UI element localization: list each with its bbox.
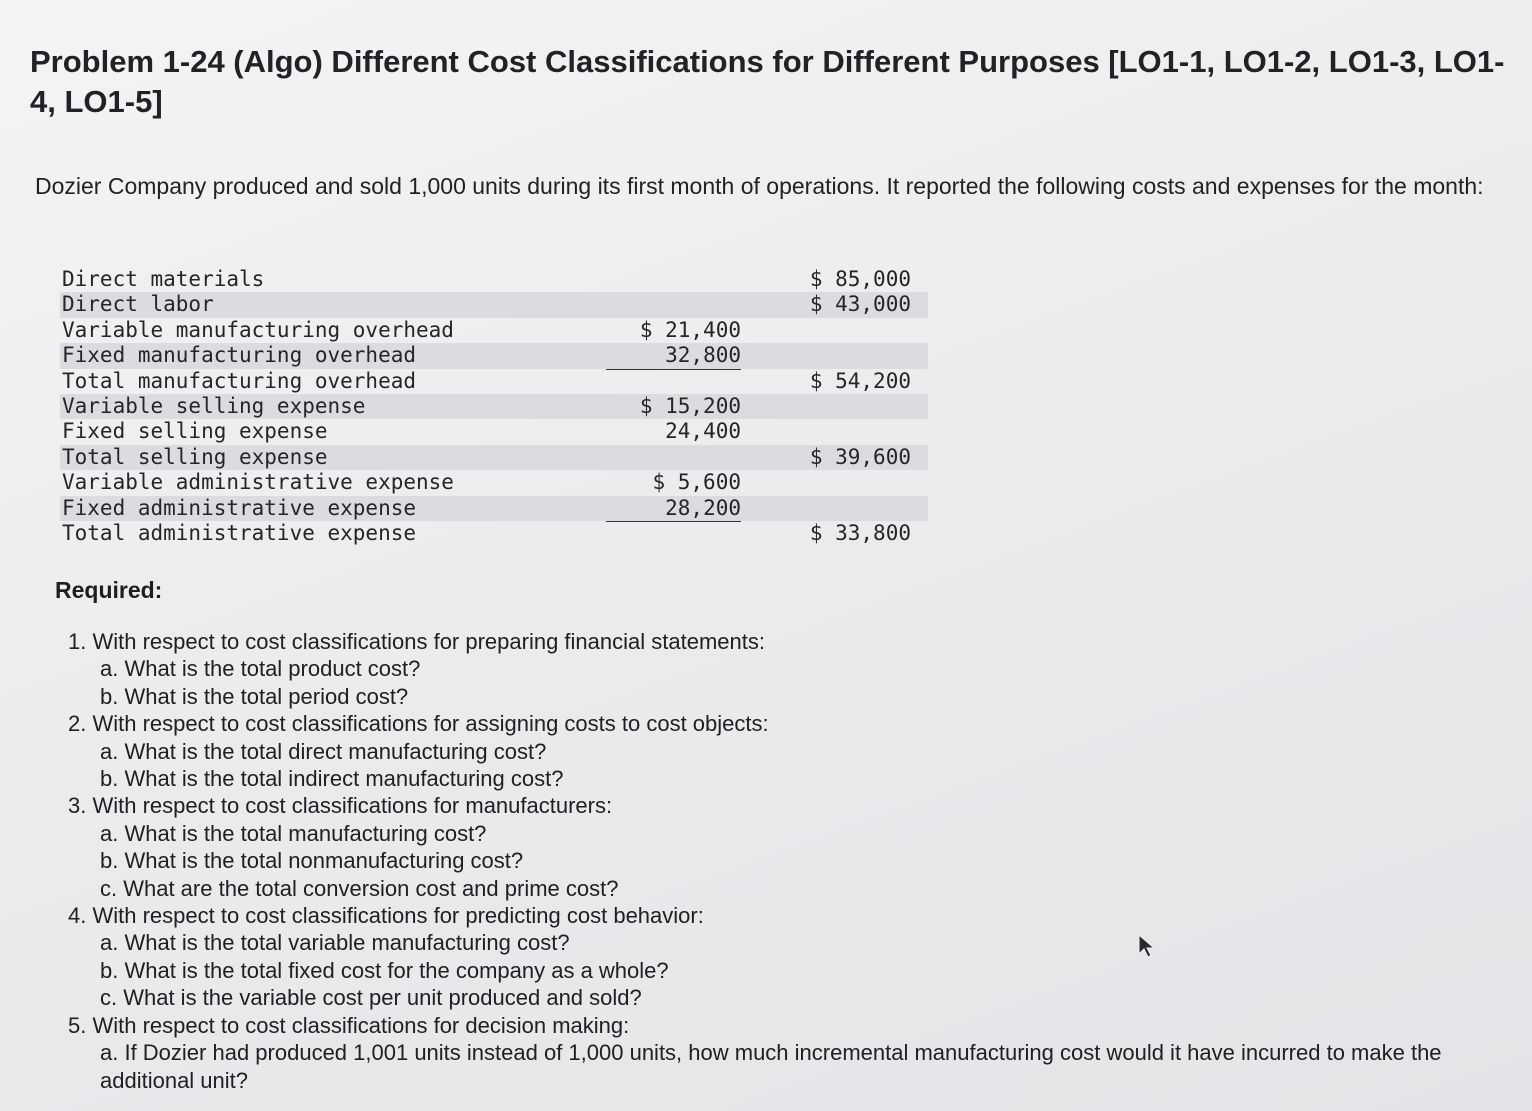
row-mid-value: 28,200 <box>606 496 741 522</box>
row-label: Total administrative expense <box>62 520 417 545</box>
table-row <box>60 419 930 444</box>
row-label: Variable administrative expense <box>62 470 454 495</box>
sub-question: a. What is the total variable manufacturing cost? <box>100 930 570 956</box>
required-heading: Required: <box>55 577 163 603</box>
question-1: 1. With respect to cost classifications for preparing financial statements: <box>68 629 765 654</box>
row-total-value: $ 85,000 <box>809 267 911 291</box>
row-label: Direct materials <box>62 267 265 291</box>
question-5: 5. With respect to cost classifications for decision making: <box>68 1012 630 1038</box>
question-list <box>68 628 1508 1094</box>
sub-question: b. What is the total period cost? <box>100 683 409 709</box>
table-row <box>60 292 928 317</box>
row-label: Fixed administrative expense <box>62 495 417 520</box>
sub-question: a. If Dozier had produced 1,001 units instead of 1,000 units, how much incremental manufacturing cost would it have incurred to make the additional unit? <box>100 1040 1442 1093</box>
row-label: Variable selling expense <box>62 393 366 418</box>
sub-question: a. What is the total product cost? <box>100 656 421 682</box>
sub-question: c. What are the total conversion cost and prime cost? <box>100 875 619 901</box>
row-total-value: $ 33,800 <box>809 520 911 545</box>
question-2: 2. With respect to cost classifications for assigning costs to cost objects: <box>68 711 769 737</box>
sub-question: a. What is the total direct manufacturing cost? <box>100 738 547 764</box>
row-label: Total selling expense <box>62 444 328 469</box>
mouse-pointer-icon <box>1137 933 1157 959</box>
table-row <box>60 521 930 546</box>
row-total-value: $ 39,600 <box>809 444 911 469</box>
table-row <box>60 470 930 495</box>
question-4: 4. With respect to cost classifications for predicting cost behavior: <box>68 903 704 929</box>
row-mid-value: $ 5,600 <box>652 470 741 495</box>
row-mid-value: 32,800 <box>606 343 741 369</box>
sub-question: b. What is the total indirect manufacturing cost? <box>100 766 564 792</box>
cost-table <box>60 267 930 546</box>
table-row <box>60 318 930 343</box>
row-mid-value: $ 21,400 <box>639 317 741 342</box>
table-row <box>60 343 928 368</box>
question-3: 3. With respect to cost classifications for manufacturers: <box>68 793 613 819</box>
table-row <box>60 369 930 394</box>
table-row <box>60 496 928 521</box>
row-mid-value: 24,400 <box>606 419 741 445</box>
row-total-value: $ 54,200 <box>809 368 911 393</box>
row-total-value: $ 43,000 <box>809 292 911 317</box>
table-row <box>60 445 928 470</box>
intro-paragraph: Dozier Company produced and sold 1,000 units during its first month of operations. It reported the following costs and expenses for the month: <box>35 173 1484 199</box>
row-label: Fixed manufacturing overhead <box>62 343 417 368</box>
row-label: Direct labor <box>62 292 214 317</box>
row-mid-value: $ 15,200 <box>639 393 741 418</box>
sub-question: b. What is the total nonmanufacturing cost? <box>100 848 524 874</box>
row-label: Fixed selling expense <box>62 419 328 444</box>
sub-question: c. What is the variable cost per unit produced and sold? <box>100 985 642 1011</box>
table-row <box>60 394 928 419</box>
row-label: Total manufacturing overhead <box>62 368 417 393</box>
table-row <box>60 267 930 292</box>
row-label: Variable manufacturing overhead <box>62 317 454 342</box>
sub-question: b. What is the total fixed cost for the company as a whole? <box>100 957 669 983</box>
problem-title: Problem 1-24 (Algo) Different Cost Classifications for Different Purposes [LO1-1, LO1-2, LO1-3, LO1-4, LO1-5] <box>30 44 1505 119</box>
sub-question: a. What is the total manufacturing cost? <box>100 820 487 846</box>
